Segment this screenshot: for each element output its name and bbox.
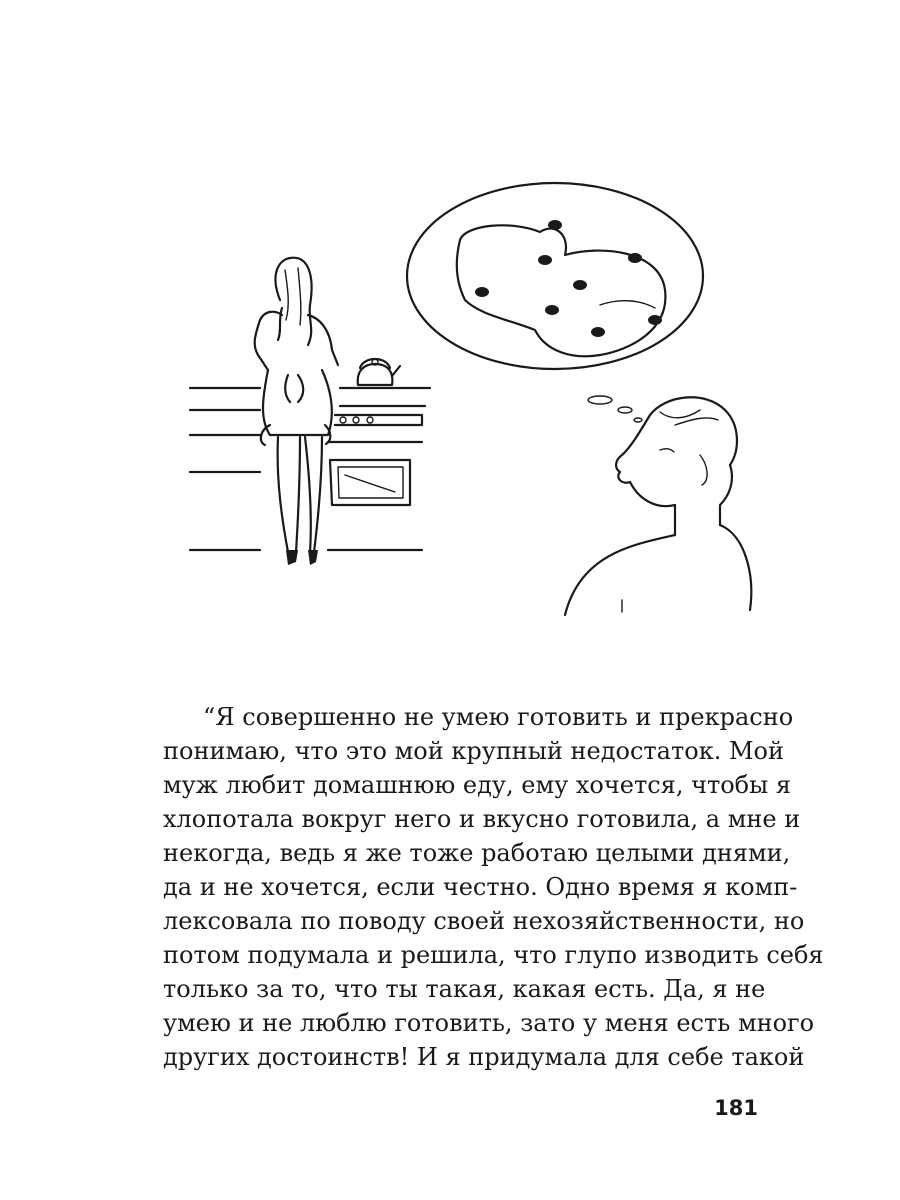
text-line: да и не хочется, если честно. Одно время я комп- <box>163 873 798 901</box>
text-line: других достоинств! И я придумала для себе такой <box>163 1043 805 1071</box>
text-line: понимаю, что это мой крупный недостаток. Мой <box>163 737 784 765</box>
text-line: “Я совершенно не умею готовить и прекрасно <box>203 703 794 731</box>
text-line: только за то, что ты такая, какая есть. Да, я не <box>163 975 766 1003</box>
text-line: потом подумала и решила, что глупо изводить себя <box>163 941 824 969</box>
text-line: лексовала по поводу своей нехозяйственности, но <box>163 907 805 935</box>
man-thinking <box>565 397 751 615</box>
text-line: некогда, ведь я же тоже работаю целыми днями, <box>163 839 791 867</box>
woman-at-stove <box>255 258 338 565</box>
text-line: хлопотала вокруг него и вкусно готовила, а мне и <box>163 805 801 833</box>
kettle-icon <box>358 359 400 385</box>
illustration <box>160 180 760 620</box>
text-line: муж любит домашнюю еду, ему хочется, чтобы я <box>163 771 791 799</box>
potato-icon <box>457 220 666 356</box>
text-line: умею и не люблю готовить, зато у меня есть много <box>163 1009 815 1037</box>
page-number: 181 <box>714 1096 758 1120</box>
body-text <box>163 700 824 1074</box>
